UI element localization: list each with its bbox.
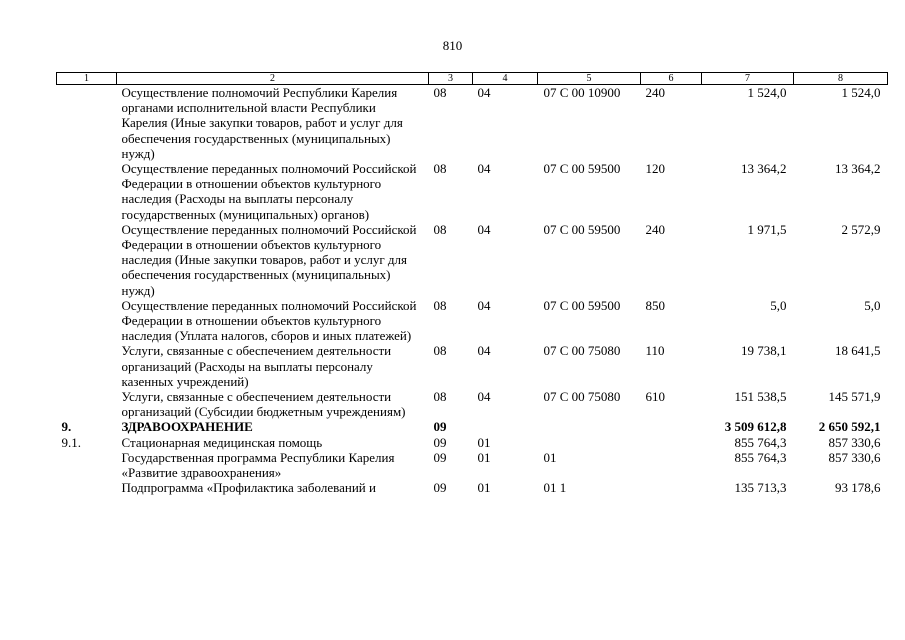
budget-table	[56, 72, 888, 495]
row-target-article: 01	[543, 449, 557, 465]
row-name: Услуги, связанные с обеспечением деятельности организаций (Расходы на выплаты персоналу казенных учреждений)	[121, 343, 392, 389]
row-subsection-code: 04	[477, 85, 491, 100]
row-number	[57, 298, 117, 344]
row-section-code: 08	[433, 343, 447, 359]
table-row	[57, 222, 888, 298]
row-target-article: 01 1	[543, 480, 567, 496]
page-number: 810	[442, 38, 463, 53]
row-amount-year-1: 1 971,5	[747, 221, 787, 237]
row-amount-year-2: 93 178,6	[835, 480, 881, 496]
row-amount-year-2: 2 650 592,1	[818, 419, 881, 435]
row-number: 9.1.	[61, 434, 81, 450]
row-target-article: 07 С 00 75080	[543, 389, 621, 405]
row-number	[57, 222, 117, 298]
header-col-1: 1	[57, 73, 117, 85]
row-subsection-code	[473, 419, 538, 434]
row-expense-type	[641, 435, 702, 450]
row-expense-type: 240	[645, 85, 665, 100]
row-amount-year-1: 855 764,3	[734, 434, 787, 450]
row-amount-year-2: 857 330,6	[828, 434, 881, 450]
row-number	[57, 161, 117, 222]
row-section-code: 09	[433, 480, 447, 496]
row-number	[57, 343, 117, 389]
table-row	[57, 343, 888, 389]
row-name: ЗДРАВООХРАНЕНИЕ	[121, 419, 253, 435]
header-col-4: 4	[473, 73, 538, 85]
row-subsection-code: 04	[477, 389, 491, 405]
header-col-6: 6	[641, 73, 702, 85]
row-target-article: 07 С 00 75080	[543, 343, 621, 359]
row-expense-type	[641, 480, 702, 495]
table-row	[57, 419, 888, 434]
row-amount-year-2: 857 330,6	[828, 449, 881, 465]
row-target-article	[538, 419, 641, 434]
row-amount-year-1: 135 713,3	[734, 480, 787, 496]
row-amount-year-1: 19 738,1	[741, 343, 787, 359]
row-number	[57, 85, 117, 162]
row-target-article	[538, 435, 641, 450]
row-number: 9.	[61, 419, 72, 435]
row-amount-year-2: 2 572,9	[841, 221, 881, 237]
row-name: Осуществление переданных полномочий Российской Федерации в отношении объектов культурного наследия (Уплата налогов, сборов и иных платежей)	[121, 297, 417, 344]
row-amount-year-1: 3 509 612,8	[724, 419, 787, 435]
row-expense-type: 120	[645, 161, 665, 177]
row-subsection-code: 04	[477, 161, 491, 177]
row-target-article: 07 С 00 59500	[543, 297, 621, 313]
row-target-article: 07 С 00 59500	[543, 221, 621, 237]
table-header-row	[57, 73, 888, 85]
row-name: Услуги, связанные с обеспечением деятельности организаций (Субсидии бюджетным учреждениям)	[121, 389, 406, 420]
row-amount-year-2: 145 571,9	[828, 389, 881, 405]
row-subsection-code: 04	[477, 297, 491, 313]
row-section-code: 08	[433, 389, 447, 405]
row-expense-type	[641, 450, 702, 480]
row-name: Государственная программа Республики Карелия «Развитие здравоохранения»	[121, 449, 395, 481]
row-section-code: 08	[433, 161, 447, 177]
row-name: Осуществление переданных полномочий Российской Федерации в отношении объектов культурного наследия (Иные закупки товаров, работ и услуг для обеспечения государственных (муниципальных) нужд)	[121, 221, 417, 298]
row-amount-year-2: 5,0	[864, 297, 881, 313]
header-col-3: 3	[429, 73, 473, 85]
row-subsection-code: 04	[477, 343, 491, 359]
row-target-article: 07 С 00 10900	[543, 85, 621, 100]
header-col-2: 2	[117, 73, 429, 85]
row-section-code: 08	[433, 85, 447, 100]
table-row	[57, 450, 888, 480]
header-col-5: 5	[538, 73, 641, 85]
row-name: Осуществление переданных полномочий Российской Федерации в отношении объектов культурного наследия (Расходы на выплаты персоналу государственных (муниципальных) органов)	[121, 161, 417, 222]
row-section-code: 09	[433, 419, 447, 435]
table-row	[57, 480, 888, 495]
row-amount-year-1: 5,0	[770, 297, 787, 313]
table-row	[57, 161, 888, 222]
row-expense-type: 110	[645, 343, 665, 359]
row-subsection-code: 01	[477, 434, 491, 450]
row-expense-type: 610	[645, 389, 665, 405]
row-subsection-code: 01	[477, 449, 491, 465]
row-amount-year-1: 855 764,3	[734, 449, 787, 465]
table-row	[57, 435, 888, 450]
row-subsection-code: 04	[477, 221, 491, 237]
row-target-article: 07 С 00 59500	[543, 161, 621, 177]
row-amount-year-2: 18 641,5	[835, 343, 881, 359]
table-row	[57, 298, 888, 344]
row-amount-year-1: 1 524,0	[747, 85, 787, 100]
row-amount-year-2: 13 364,2	[835, 161, 881, 177]
row-section-code: 08	[433, 221, 447, 237]
row-amount-year-2: 1 524,0	[841, 85, 881, 100]
table-row	[57, 85, 888, 162]
row-section-code: 08	[433, 297, 447, 313]
row-amount-year-1: 151 538,5	[734, 389, 787, 405]
row-expense-type	[641, 419, 702, 434]
row-number	[57, 450, 117, 480]
row-expense-type: 240	[645, 221, 665, 237]
row-subsection-code: 01	[477, 480, 491, 496]
row-number	[57, 480, 117, 495]
row-section-code: 09	[433, 449, 447, 465]
header-col-7: 7	[702, 73, 794, 85]
table-row	[57, 389, 888, 419]
row-section-code: 09	[433, 434, 447, 450]
row-name: Подпрограмма «Профилактика заболеваний и	[121, 480, 376, 496]
header-col-8: 8	[794, 73, 888, 85]
row-amount-year-1: 13 364,2	[741, 161, 787, 177]
row-expense-type: 850	[645, 297, 665, 313]
row-name: Осуществление полномочий Республики Карелия органами исполнительной власти Республики Карелия (Иные закупки товаров, работ и услуг для обеспечения государственных (муниципальных) нужд)	[121, 85, 403, 161]
row-number	[57, 389, 117, 419]
row-name: Стационарная медицинская помощь	[121, 434, 323, 450]
